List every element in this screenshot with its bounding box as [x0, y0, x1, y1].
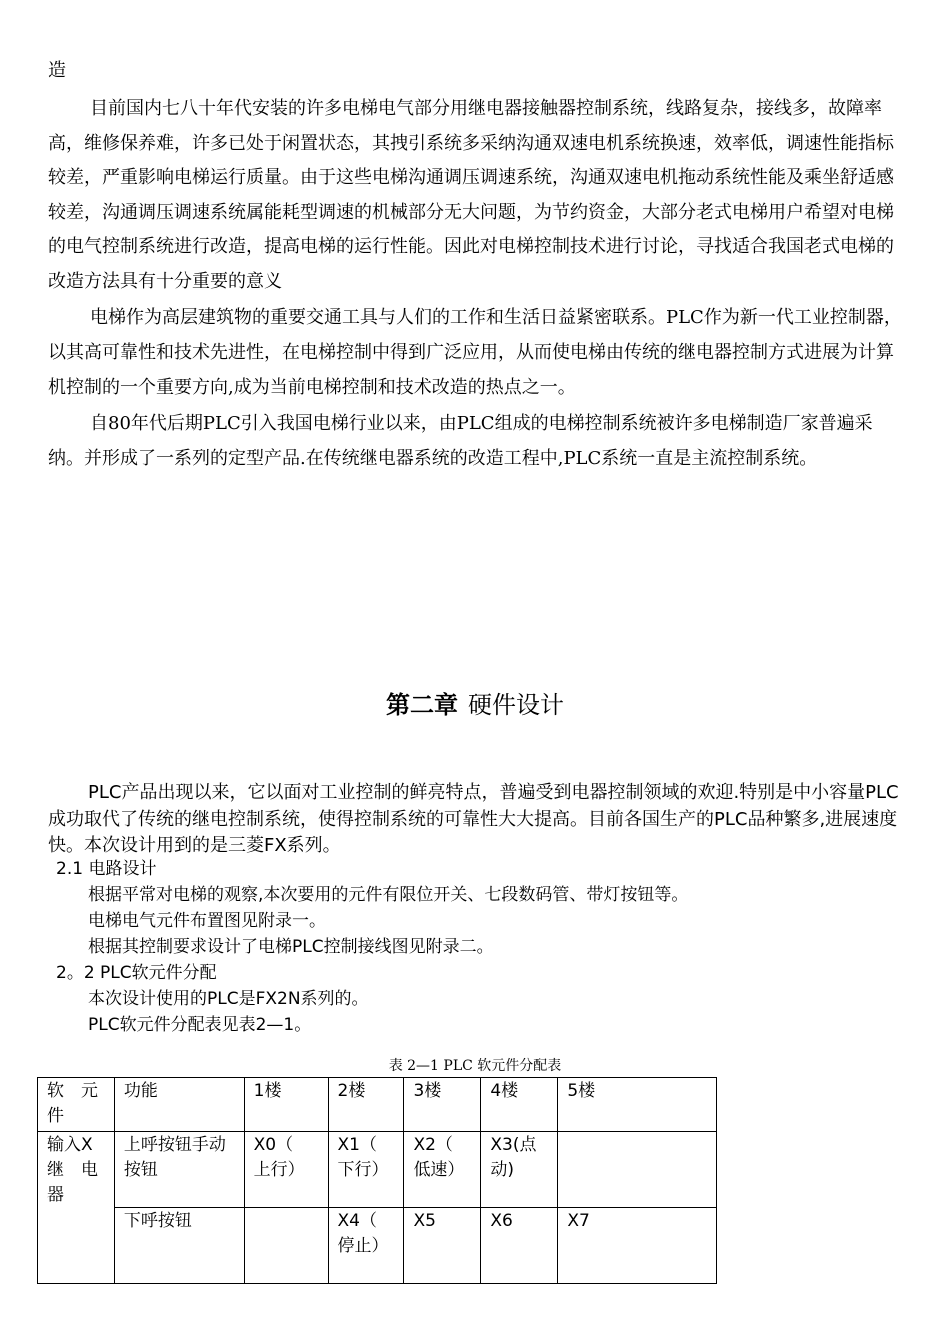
section-2-1-line: 根据其控制要求设计了电梯PLC控制接线图见附录二。 — [88, 937, 494, 957]
table-cell — [244, 1208, 328, 1284]
table-row — [38, 1208, 717, 1284]
table-cell: X2（ 低速） — [404, 1132, 481, 1208]
section-2-1-line: 根据平常对电梯的观察,本次要用的元件有限位开关、七段数码管、带灯按钮等。 — [88, 885, 689, 905]
header-cell: 3楼 — [404, 1078, 481, 1132]
header-cell: 1楼 — [244, 1078, 328, 1132]
section-2-2-line: PLC软元件分配表见表2—1。 — [88, 1015, 312, 1035]
table-cell: X5 — [404, 1208, 481, 1284]
group-label-cell: 输入X继 电器 — [38, 1132, 115, 1284]
intro-paragraph-1: 目前国内七八十年代安装的许多电梯电气部分用继电器接触器控制系统，线路复杂，接线多，故障率高，维修保养难，许多已处于闲置状态，其拽引系统多采纳沟通双速电机系统换速，效率低，调速性能指标较差，严重影响电梯运行质量。由于这些电梯沟通调压调速系统，沟通双速电机拖动系统性能及乘坐舒适感较差，沟通调压调速系统属能耗型调速的机械部分无大问题，为节约资金，大部分老式电梯用户希望对电梯的电气控制系统进行改造，提高电梯的运行性能。因此对电梯控制技术进行讨论，寻找适合我国老式电梯的改造方法具有十分重要的意义 — [48, 98, 894, 292]
table-cell: X4（ 停止） — [328, 1208, 404, 1284]
table-cell: X1（ 下行） — [328, 1132, 404, 1208]
chapter-heading — [0, 688, 950, 722]
intro-leading-char: 造 — [48, 60, 66, 81]
table-cell: 下呼按钮 — [114, 1208, 244, 1284]
section-2-2-line: 本次设计使用的PLC是FX2N系列的。 — [88, 989, 369, 1009]
table-cell: X6 — [481, 1208, 558, 1284]
section-2-1-line: 电梯电气元件布置图见附录一。 — [88, 911, 326, 931]
table-cell: X0（ 上行） — [244, 1132, 328, 1208]
table-cell: X7 — [558, 1208, 717, 1284]
header-cell: 4楼 — [481, 1078, 558, 1132]
table-cell: 上呼按钮手动按钮 — [114, 1132, 244, 1208]
header-cell: 功能 — [114, 1078, 244, 1132]
header-cell: 5楼 — [558, 1078, 717, 1132]
section-2-1-heading: 2.1 电路设计 — [56, 859, 157, 879]
table-cell — [558, 1132, 717, 1208]
section-2-2-heading: 2。2 PLC软元件分配 — [56, 963, 217, 983]
intro-paragraph-3: 自80年代后期PLC引入我国电梯行业以来，由PLC组成的电梯控制系统被许多电梯制造厂家普遍采纳。并形成了一系列的定型产品.在传统继电器系统的改造工程中,PLC系统一直是主流控制系统。 — [48, 413, 873, 469]
table-header-row — [38, 1078, 717, 1132]
header-cell: 软 元件 — [38, 1078, 115, 1132]
table-cell: X3(点动) — [481, 1132, 558, 1208]
chapter-title: 硬件设计 — [468, 691, 564, 719]
plc-allocation-table — [37, 1077, 717, 1284]
table-caption: 表 2—1 PLC 软元件分配表 — [388, 1058, 562, 1074]
chapter-number: 第二章 — [386, 691, 458, 719]
header-cell: 2楼 — [328, 1078, 404, 1132]
chapter-intro-paragraph: PLC产品出现以来，它以面对工业控制的鲜亮特点，普遍受到电器控制领域的欢迎.特别是中小容量PLC成功取代了传统的继电控制系统，使得控制系统的可靠性大大提高。目前各国生产的PLC品种繁多,进展速度快。本次设计用到的是三菱FX系列。 — [48, 782, 899, 856]
table-row — [38, 1132, 717, 1208]
intro-paragraph-2: 电梯作为高层建筑物的重要交通工具与人们的工作和生活日益紧密联系。PLC作为新一代工业控制器，以其高可靠性和技术先进性，在电梯控制中得到广泛应用，从而使电梯由传统的继电器控制方式进展为计算机控制的一个重要方向,成为当前电梯控制和技术改造的热点之一。 — [48, 307, 902, 398]
